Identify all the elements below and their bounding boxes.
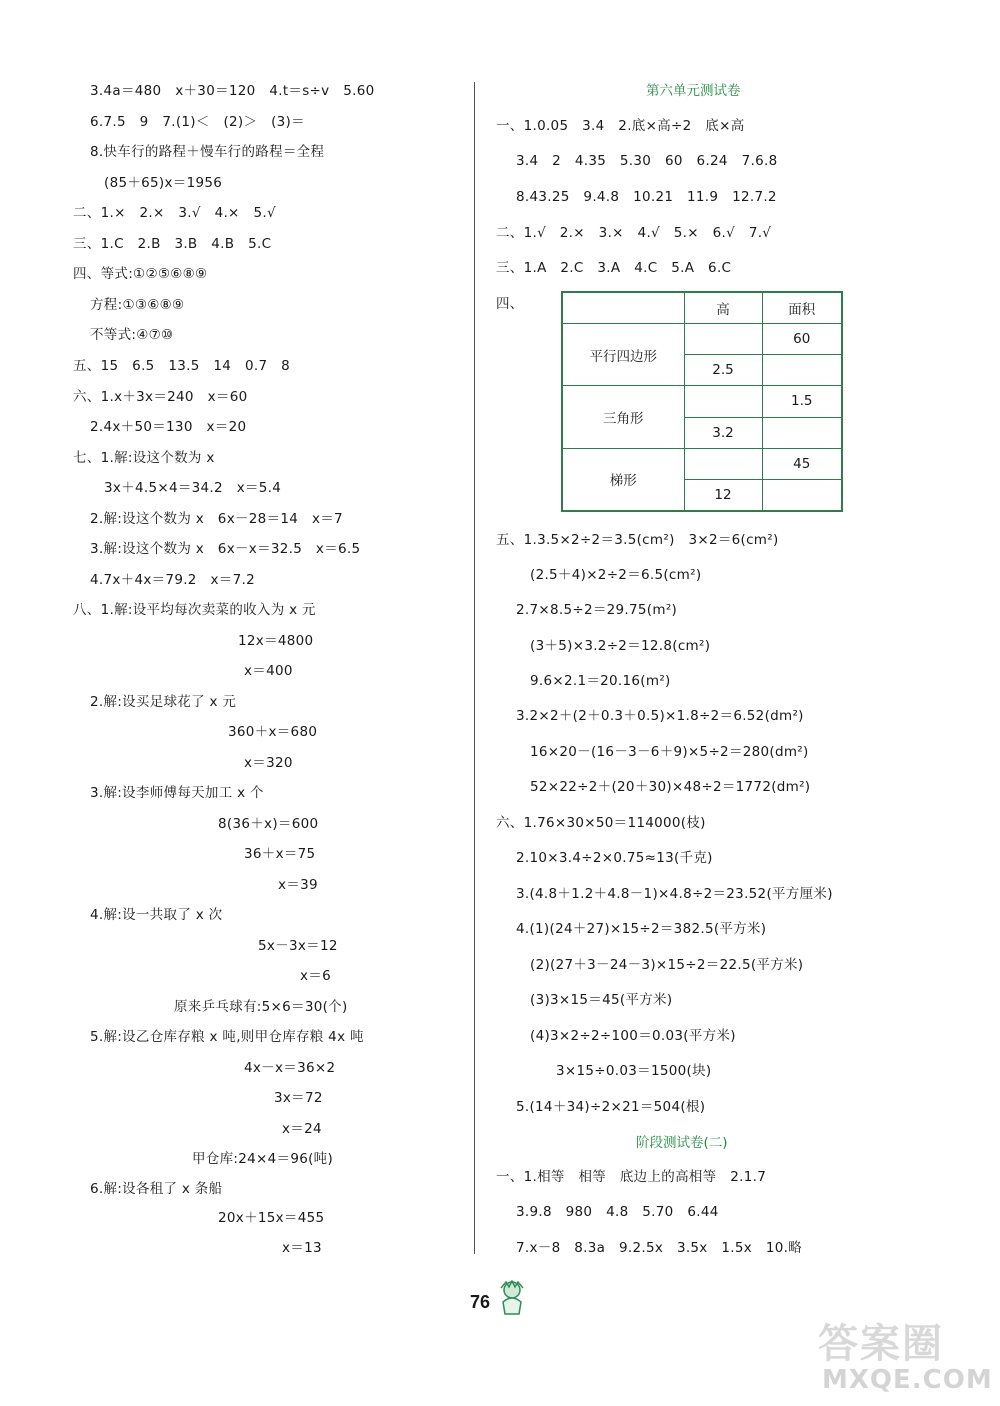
answer-line: 三、1.C 2.B 3.B 4.B 5.C: [73, 236, 272, 252]
answer-line: 360＋x＝680: [228, 724, 318, 740]
answer-line: 4.解:设一共取了 x 次: [90, 907, 223, 923]
answer-line: (3＋5)×3.2÷2＝12.8(cm²): [530, 638, 711, 654]
answer-line: x＝24: [282, 1121, 322, 1137]
section-title: 阶段测试卷(二): [636, 1135, 728, 1151]
answer-line: 9.6×2.1＝20.16(m²): [530, 673, 671, 689]
answer-line: 四、: [496, 296, 524, 312]
answer-line: 七、1.解:设这个数为 x: [73, 450, 215, 466]
answer-line: x＝6: [300, 968, 331, 984]
answer-line: (2)(27＋3－24－3)×15÷2＝22.5(平方米): [530, 957, 804, 973]
answer-line: 20x＋15x＝455: [218, 1210, 325, 1226]
table-row-label: 三角形: [562, 386, 684, 449]
table-cell: [762, 480, 842, 511]
table-cell: [762, 417, 842, 448]
answer-line: 八、1.解:设平均每次卖菜的收入为 x 元: [73, 602, 316, 618]
answer-line: 六、1.76×30×50＝114000(枝): [496, 815, 706, 831]
table-header-blank: [562, 292, 684, 323]
answer-line: 52×22÷2＋(20＋30)×48÷2＝1772(dm²): [530, 779, 811, 795]
table-cell: 3.2: [684, 417, 762, 448]
answer-line: (2.5＋4)×2÷2＝6.5(cm²): [530, 567, 702, 583]
answer-table: [561, 291, 843, 512]
table-cell: 2.5: [684, 355, 762, 386]
answer-line: 4x－x＝36×2: [244, 1060, 336, 1076]
answer-line: 7.x－8 8.3a 9.2.5x 3.5x 1.5x 10.略: [516, 1240, 803, 1256]
answer-line: 一、1.0.05 3.4 2.底×高÷2 底×高: [496, 118, 745, 134]
answer-line: 5x－3x＝12: [258, 938, 338, 954]
answer-line: 2.4x＋50＝130 x＝20: [90, 419, 247, 435]
answer-line: 2.7×8.5÷2＝29.75(m²): [516, 602, 678, 618]
answer-line: 3.9.8 980 4.8 5.70 6.44: [516, 1204, 719, 1220]
answer-line: (4)3×2÷2÷100＝0.03(平方米): [530, 1028, 736, 1044]
answer-line: 3.解:设这个数为 x 6x－x＝32.5 x＝6.5: [90, 541, 361, 557]
table-cell: [762, 355, 842, 386]
table-cell: 12: [684, 480, 762, 511]
answer-line: 3x＝72: [274, 1090, 323, 1106]
answer-line: 3.解:设李师傅每天加工 x 个: [90, 785, 264, 801]
answer-line: 2.解:设买足球花了 x 元: [90, 694, 237, 710]
answer-line: 6.7.5 9 7.(1)＜ (2)＞ (3)＝: [90, 114, 305, 130]
page-number: 76: [470, 1292, 491, 1312]
answer-line: 三、1.A 2.C 3.A 4.C 5.A 6.C: [496, 260, 732, 276]
table-row-label: 平行四边形: [562, 323, 684, 386]
mascot-icon: [497, 1280, 527, 1316]
answer-line: 2.解:设这个数为 x 6x－28＝14 x＝7: [90, 511, 343, 527]
answer-line: 二、1.√ 2.× 3.× 4.√ 5.× 6.√ 7.√: [496, 225, 772, 241]
answer-line: 3.2×2＋(2＋0.3＋0.5)×1.8÷2＝6.52(dm²): [516, 708, 804, 724]
answer-line: 4.7x＋4x＝79.2 x＝7.2: [90, 572, 255, 588]
answer-line: x＝39: [278, 877, 318, 893]
answer-line: 五、15 6.5 13.5 14 0.7 8: [73, 358, 291, 374]
answer-line: 一、1.相等 相等 底边上的高相等 2.1.7: [496, 1169, 767, 1185]
answer-line: 8.43.25 9.4.8 10.21 11.9 12.7.2: [516, 189, 777, 205]
answer-line: 8(36＋x)＝600: [218, 816, 319, 832]
answer-line: 3.4 2 4.35 5.30 60 6.24 7.6.8: [516, 153, 778, 169]
answer-line: 四、等式:①②⑤⑥⑧⑨: [73, 266, 208, 282]
answer-line: 二、1.× 2.× 3.√ 4.× 5.√: [73, 205, 276, 221]
section-title: 第六单元测试卷: [646, 83, 741, 99]
answer-line: 3.4a＝480 x＋30＝120 4.t＝s÷v 5.60: [90, 83, 375, 99]
answer-line: 6.解:设各租了 x 条船: [90, 1181, 223, 1197]
answer-line: 36＋x＝75: [244, 846, 316, 862]
answer-line: 方程:①③⑥⑧⑨: [90, 297, 185, 313]
answer-line: x＝400: [244, 663, 293, 679]
table-cell: 60: [762, 323, 842, 354]
answer-line: 甲仓库:24×4＝96(吨): [192, 1151, 334, 1167]
answer-line: x＝320: [244, 755, 293, 771]
table-cell: [684, 448, 762, 479]
table-cell: [684, 386, 762, 417]
answer-line: 原来乒乓球有:5×6＝30(个): [174, 999, 348, 1015]
answer-line: 五、1.3.5×2÷2＝3.5(cm²) 3×2＝6(cm²): [496, 532, 779, 548]
table-cell: [684, 323, 762, 354]
table-row-label: 梯形: [562, 448, 684, 511]
answer-line: 5.(14＋34)÷2×21＝504(根): [516, 1099, 706, 1115]
answer-line: 16×20－(16－3－6＋9)×5÷2＝280(dm²): [530, 744, 809, 760]
answer-line: 3x＋4.5×4＝34.2 x＝5.4: [104, 480, 282, 496]
table-cell: 45: [762, 448, 842, 479]
answer-line: 3×15÷0.03＝1500(块): [556, 1063, 712, 1079]
answer-line: x＝13: [282, 1240, 322, 1256]
watermark-logo: 答案圈: [818, 1321, 944, 1367]
answer-line: (3)3×15＝45(平方米): [530, 992, 673, 1008]
answer-line: 5.解:设乙仓库存粮 x 吨,则甲仓库存粮 4x 吨: [90, 1029, 364, 1045]
table-header-height: 高: [684, 292, 762, 323]
table-header-area: 面积: [762, 292, 842, 323]
column-divider: [474, 82, 475, 1254]
answer-line: 12x＝4800: [238, 633, 314, 649]
table-cell: 1.5: [762, 386, 842, 417]
answer-line: 不等式:④⑦⑩: [90, 327, 174, 343]
watermark-url: MXQE.COM: [822, 1365, 993, 1395]
answer-line: 3.(4.8＋1.2＋4.8－1)×4.8÷2＝23.52(平方厘米): [516, 886, 833, 902]
answer-line: 六、1.x＋3x＝240 x＝60: [73, 389, 248, 405]
answer-line: 8.快车行的路程＋慢车行的路程＝全程: [90, 144, 325, 160]
answer-line: (85＋65)x＝1956: [104, 175, 223, 191]
answer-line: 2.10×3.4÷2×0.75≈13(千克): [516, 850, 713, 866]
answer-line: 4.(1)(24＋27)×15÷2＝382.5(平方米): [516, 921, 767, 937]
